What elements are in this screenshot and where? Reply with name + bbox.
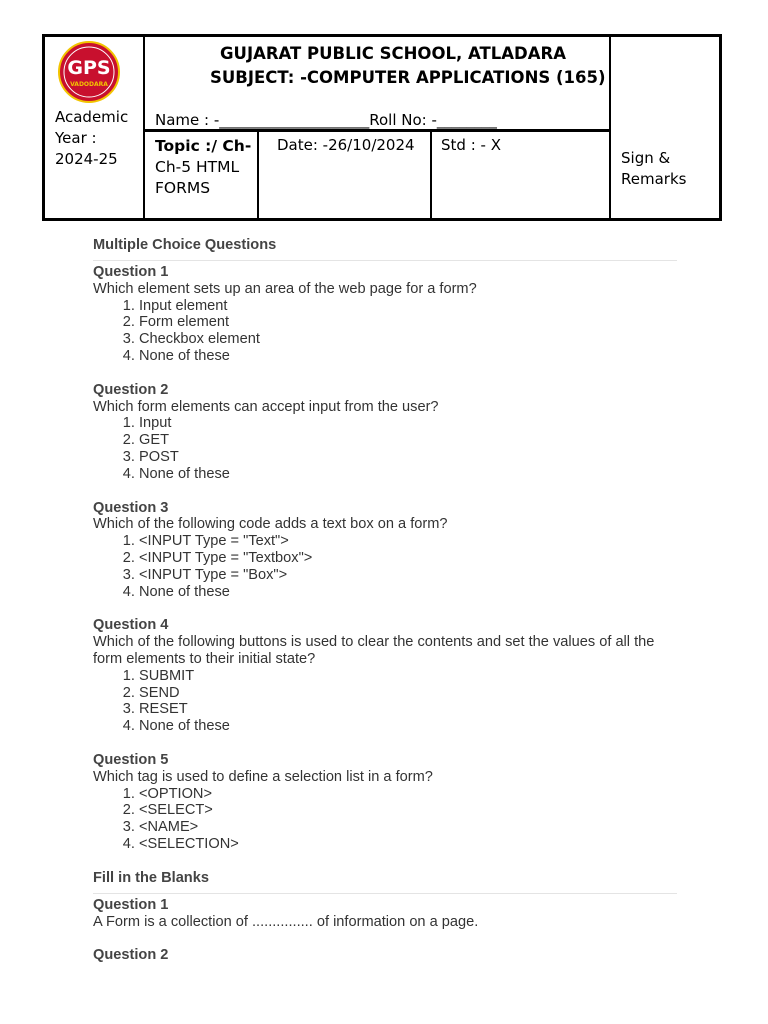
question-block (93, 382, 677, 483)
topic-label: Topic :/ Ch- (155, 137, 252, 155)
academic-year: Academic Year : 2024-25 (55, 108, 129, 168)
option: 1. <OPTION> (139, 786, 677, 803)
name-roll-field: Name : -____________________Roll No: -________ (155, 111, 497, 129)
option: 4. None of these (139, 718, 677, 735)
divider (430, 131, 432, 218)
question-label: Question 1 (93, 893, 677, 914)
option: 3. <INPUT Type = "Box"> (139, 567, 677, 584)
option: 3. RESET (139, 701, 677, 718)
option: 4. None of these (139, 466, 677, 483)
option: 2. Form element (139, 314, 677, 331)
question-text: A Form is a collection of ............... of information on a page. (93, 913, 479, 930)
option: 4. None of these (139, 348, 677, 365)
question-label: Question 5 (93, 751, 169, 768)
logo-subtext: VADODARA (70, 81, 108, 88)
option: 1. <INPUT Type = "Text"> (139, 533, 677, 550)
options-list (93, 415, 677, 482)
option: 1. SUBMIT (139, 668, 677, 685)
question-text: Which form elements can accept input from the user? (93, 398, 439, 415)
option: 2. SEND (139, 685, 677, 702)
question-label: Question 2 (93, 381, 169, 398)
question-text: Which of the following code adds a text box on a form? (93, 516, 448, 533)
option: 2. <SELECT> (139, 802, 677, 819)
topic-value: Ch-5 HTML FORMS (155, 158, 240, 197)
page-title (210, 42, 610, 90)
option: 4. None of these (139, 584, 677, 601)
question-label: Question 4 (93, 617, 169, 634)
standard: Std : - X (441, 136, 501, 154)
option: 2. GET (139, 432, 677, 449)
logo-text: GPS (67, 57, 111, 79)
school-logo (58, 41, 120, 103)
options-list (93, 668, 677, 735)
option: 4. <SELECTION> (139, 836, 677, 853)
question-block (93, 500, 677, 601)
question-text: Which of the following buttons is used to clear the contents and set the values of all the form elements to their initial state? (93, 634, 655, 667)
option: 1. Input element (139, 298, 677, 315)
option: 1. Input (139, 415, 677, 432)
question-text: Which tag is used to define a selection list in a form? (93, 768, 433, 785)
question-block (93, 893, 677, 931)
divider (143, 37, 145, 218)
question-text: Which element sets up an area of the web page for a form? (93, 280, 477, 297)
question-block (93, 617, 677, 735)
option: 3. POST (139, 449, 677, 466)
sign-remarks: Sign & Remarks (621, 149, 687, 188)
divider (143, 129, 609, 132)
options-list (93, 533, 677, 600)
question-label: Question 3 (93, 499, 169, 516)
question-block (93, 752, 677, 853)
topic-cell (155, 136, 257, 199)
option: 2. <INPUT Type = "Textbox"> (139, 550, 677, 567)
question-block (93, 260, 677, 365)
date: Date: -26/10/2024 (277, 136, 415, 154)
subject: SUBJECT: -COMPUTER APPLICATIONS (165) (210, 68, 606, 87)
options-list (93, 786, 677, 853)
section-title: Fill in the Blanks (93, 869, 209, 886)
question-label: Question 1 (93, 260, 677, 281)
option: 3. Checkbox element (139, 331, 677, 348)
question-block (93, 947, 677, 964)
section-title: Multiple Choice Questions (93, 237, 277, 253)
worksheet-header (42, 34, 722, 221)
school-name: GUJARAT PUBLIC SCHOOL, ATLADARA (220, 44, 566, 63)
questions-content (93, 237, 677, 964)
question-label: Question 2 (93, 947, 169, 964)
options-list (93, 298, 677, 365)
option: 3. <NAME> (139, 819, 677, 836)
divider (257, 131, 259, 218)
